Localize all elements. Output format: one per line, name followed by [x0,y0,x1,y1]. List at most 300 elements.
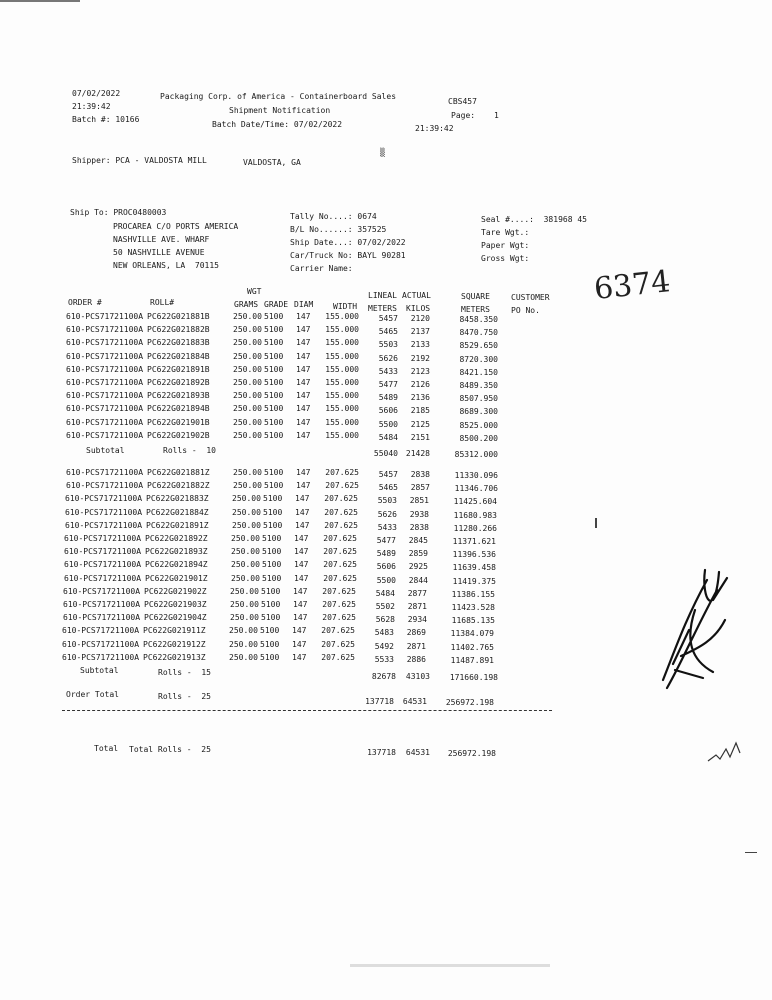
cell-diam: 147 [296,417,311,427]
cell-actual-kilos: 2845 [408,536,428,545]
table-row [0,338,772,351]
cell-grams: 250.00 [233,404,262,414]
cell-width: 155.000 [325,378,359,387]
shipper-label: Shipper: PCA - VALDOSTA MILL [72,156,207,165]
cell-order: 610-PCS71721100A [66,364,144,374]
col-square-meters: METERS [461,305,490,314]
grand-total-rolls: Total Rolls - 25 [129,745,211,754]
group2-subtotal-label: Subtotal [80,666,119,675]
table-row [0,378,772,391]
cell-order: 610-PCS71721100A [63,586,141,596]
cell-actual-kilos: 2871 [406,641,426,651]
paper-weight: Paper Wgt: [481,241,530,250]
cell-grade: 5100 [260,652,280,662]
bottom-scan-shadow [350,964,550,967]
cell-square-meters: 11423.528 [451,603,495,612]
cell-actual-kilos: 2859 [408,549,428,559]
group2-sqm-total: 171660.198 [449,673,498,682]
cell-roll: PC622G021891Z [146,520,209,530]
cell-actual-kilos: 2938 [409,509,429,519]
table-row [0,365,772,378]
cell-width: 207.625 [322,600,356,609]
cell-grams: 250.00 [233,417,262,427]
ship-date: Ship Date...: 07/02/2022 [290,238,406,247]
cell-square-meters: 11346.706 [454,484,498,494]
company-name: Packaging Corp. of America - Containerboard Sales [160,92,397,101]
cell-diam: 147 [296,338,311,348]
group1-rolls-count: Rolls - 10 [163,446,216,455]
cell-grams: 250.00 [233,468,262,477]
cell-order: 610-PCS71721100A [62,626,140,636]
cell-actual-kilos: 2185 [410,406,430,416]
cell-grade: 5100 [264,364,284,374]
cell-diam: 147 [292,639,307,649]
cell-grade: 5100 [261,613,281,623]
cell-actual-kilos: 2151 [410,432,430,442]
handwritten-signature [655,560,735,700]
cell-width: 155.000 [325,312,359,321]
cell-diam: 147 [292,652,307,662]
cell-grade: 5100 [263,507,283,517]
cell-grade: 5100 [264,312,284,321]
report-date: 07/02/2022 [72,89,121,98]
gross-weight: Gross Wgt: [481,254,530,263]
cell-square-meters: 11685.135 [451,616,495,626]
cell-grams: 250.00 [233,351,262,361]
report-time: 21:39:42 [72,102,111,111]
cell-width: 155.000 [325,430,359,440]
cell-width: 207.625 [324,507,358,517]
cell-actual-kilos: 2137 [410,327,430,337]
table-row [0,508,772,521]
cell-lineal-meters: 5484 [375,588,395,598]
cell-actual-kilos: 2851 [409,496,429,506]
cell-square-meters: 11487.891 [450,655,494,665]
cell-lineal-meters: 5484 [378,432,398,442]
col-meters: METERS [368,304,397,313]
cell-grade: 5100 [264,351,284,361]
cell-lineal-meters: 5477 [376,536,396,545]
cell-diam: 147 [296,468,311,477]
cell-roll: PC622G021901B [147,417,210,427]
cell-grade: 5100 [260,639,280,649]
batch-datetime: Batch Date/Time: 07/02/2022 [212,120,343,129]
cell-lineal-meters: 5457 [378,314,398,323]
cell-roll: PC622G021892Z [145,534,208,543]
col-lineal: LINEAL [368,291,397,300]
cell-diam: 147 [294,534,309,543]
order-total-label: Order Total [66,690,119,699]
cell-square-meters: 8720.300 [459,354,498,364]
col-wgt: WGT [247,287,262,296]
cell-roll: PC622G021881Z [147,468,210,477]
cell-grams: 250.00 [230,600,259,609]
group2-kilos-total: 43103 [405,672,430,681]
cell-roll: PC622G021893Z [145,547,208,557]
cell-width: 155.000 [325,338,359,348]
cell-grade: 5100 [264,325,284,335]
cell-lineal-meters: 5533 [374,654,394,664]
cell-lineal-meters: 5628 [375,615,395,625]
cell-roll: PC622G021904Z [144,613,207,623]
cell-diam: 147 [293,586,308,596]
table-row [0,521,772,534]
cell-lineal-meters: 5606 [378,406,398,416]
col-grams: GRAMS [234,300,259,309]
document-title: Shipment Notification [229,106,331,115]
cell-roll: PC622G021901Z [145,573,208,583]
cell-order: 610-PCS71721100A [65,520,143,530]
cell-lineal-meters: 5500 [378,419,398,429]
cell-diam: 147 [296,351,311,361]
order-total-kilos: 64531 [402,697,427,706]
cell-grams: 250.00 [229,639,258,649]
cell-lineal-meters: 5483 [374,628,394,638]
cell-roll: PC622G021892B [147,378,210,387]
cell-order: 610-PCS71721100A [63,600,141,609]
group1-sqm-total: 85312.000 [454,450,498,459]
cell-grade: 5100 [264,481,284,491]
cell-grams: 250.00 [233,481,262,491]
cell-actual-kilos: 2857 [410,483,430,493]
cell-grams: 250.00 [231,547,260,557]
cell-roll: PC622G021913Z [143,652,206,662]
cell-actual-kilos: 2934 [407,615,427,625]
cell-actual-kilos: 2123 [410,366,430,376]
batch-number: Batch #: 10166 [72,115,140,124]
cell-lineal-meters: 5492 [374,641,394,651]
cell-diam: 147 [296,325,311,335]
cell-roll: PC622G021893B [147,391,210,401]
cell-roll: PC622G021894Z [145,560,208,570]
cell-roll: PC622G021912Z [143,639,206,649]
cell-lineal-meters: 5502 [375,602,395,611]
col-customer: CUSTOMER [511,293,550,302]
handwritten-note: 6374 [592,264,672,307]
group1-meters-total: 55040 [373,449,398,458]
group1-subtotal-label: Subtotal [86,446,125,455]
cell-grade: 5100 [264,417,284,427]
cell-lineal-meters: 5503 [377,496,397,506]
cell-lineal-meters: 5477 [378,380,398,389]
cell-actual-kilos: 2925 [408,562,428,572]
cell-grams: 250.00 [233,378,262,387]
cell-roll: PC622G021902B [147,430,210,440]
cell-square-meters: 11384.079 [450,629,494,639]
table-row [0,391,772,404]
cell-square-meters: 8489.350 [459,381,498,390]
table-row [0,325,772,338]
cell-grams: 250.00 [233,364,262,374]
cell-grade: 5100 [264,468,284,477]
cell-diam: 147 [296,378,311,387]
cell-diam: 147 [292,626,307,636]
cell-width: 207.625 [323,534,357,543]
cell-width: 207.625 [325,468,359,477]
tare-weight: Tare Wgt.: [481,228,530,237]
cell-actual-kilos: 2844 [408,575,428,585]
cell-grade: 5100 [264,338,284,348]
cell-actual-kilos: 2877 [407,588,427,598]
grand-total-meters: 137718 [367,748,396,757]
cell-order: 610-PCS71721100A [65,507,143,517]
ship-to-line-1: PROCAREA C/O PORTS AMERICA [113,222,239,231]
cell-diam: 147 [296,404,311,414]
cell-order: 610-PCS71721100A [66,378,144,387]
cell-actual-kilos: 2869 [406,628,426,638]
table-row [0,404,772,417]
cell-lineal-meters: 5489 [376,549,396,559]
group1-kilos-total: 21428 [405,449,430,458]
cell-grams: 250.00 [233,430,262,440]
cell-square-meters: 8525.000 [459,420,498,430]
scan-edge-mark [0,0,80,2]
cell-order: 610-PCS71721100A [66,391,144,401]
cell-width: 155.000 [325,404,359,414]
cell-roll: PC622G021884Z [146,507,209,517]
cell-actual-kilos: 2120 [410,314,430,323]
carrier-name: Carrier Name: [290,264,353,273]
cell-grade: 5100 [260,626,280,636]
scan-speck: ▒ [380,148,385,157]
seal-number: Seal #....: 381968 45 [481,215,587,224]
ship-to-line-2: NASHVILLE AVE. WHARF [113,235,210,244]
cell-grade: 5100 [264,391,284,401]
cell-grams: 250.00 [231,573,260,583]
col-diam: DIAM [294,300,314,309]
cell-order: 610-PCS71721100A [63,613,141,623]
cell-actual-kilos: 2871 [407,602,427,611]
cell-diam: 147 [295,494,310,504]
cell-lineal-meters: 5433 [377,522,397,532]
order-total-rolls: Rolls - 25 [158,692,211,701]
cell-grams: 250.00 [229,626,258,636]
cell-order: 610-PCS71721100A [62,652,140,662]
car-truck-number: Car/Truck No: BAYL 90281 [290,251,406,260]
col-width: WIDTH [333,302,358,311]
cell-grade: 5100 [262,547,282,557]
cell-square-meters: 11419.375 [452,576,496,586]
cell-width: 207.625 [323,560,357,570]
cell-width: 207.625 [324,494,358,504]
cell-width: 155.000 [325,351,359,361]
cell-lineal-meters: 5465 [378,483,398,493]
cell-grams: 250.00 [231,534,260,543]
cell-grade: 5100 [264,378,284,387]
cell-roll: PC622G021881B [147,312,210,321]
cell-diam: 147 [294,560,309,570]
cell-width: 155.000 [325,364,359,374]
cell-diam: 147 [296,481,311,491]
cell-order: 610-PCS71721100A [66,351,144,361]
cell-actual-kilos: 2838 [409,522,429,532]
col-roll: ROLL# [150,298,175,307]
cell-grade: 5100 [264,430,284,440]
cell-lineal-meters: 5433 [378,366,398,376]
cell-roll: PC622G021883Z [146,494,209,504]
cell-order: 610-PCS71721100A [66,468,144,477]
col-grade: GRADE [264,300,289,309]
cell-grade: 5100 [263,494,283,504]
col-actual: ACTUAL [402,291,431,300]
cell-lineal-meters: 5465 [378,327,398,337]
cell-width: 155.000 [325,417,359,427]
cell-grams: 250.00 [232,494,261,504]
cell-actual-kilos: 2192 [410,353,430,363]
cell-diam: 147 [295,507,310,517]
cell-square-meters: 11680.983 [453,510,497,520]
cell-grams: 250.00 [230,613,259,623]
cell-roll: PC622G021902Z [144,586,207,596]
cell-width: 207.625 [323,547,357,557]
cell-grade: 5100 [261,586,281,596]
cell-roll: PC622G021883B [147,338,210,348]
cell-grade: 5100 [261,600,281,609]
cell-lineal-meters: 5500 [376,575,396,585]
cell-grade: 5100 [263,520,283,530]
cell-lineal-meters: 5489 [378,393,398,403]
cell-square-meters: 8458.350 [459,315,498,324]
table-row [0,481,772,494]
cell-grade: 5100 [262,573,282,583]
cell-square-meters: 11402.765 [450,642,494,652]
page-number: 1 [494,111,499,120]
cell-grams: 250.00 [233,391,262,401]
cell-roll: PC622G021891B [147,364,210,374]
cell-diam: 147 [296,364,311,374]
cell-square-meters: 11280.266 [453,523,497,533]
cell-width: 207.625 [321,639,355,649]
cell-lineal-meters: 5503 [378,340,398,350]
cell-diam: 147 [293,613,308,623]
cell-width: 207.625 [322,613,356,623]
cell-order: 610-PCS71721100A [66,430,144,440]
cell-actual-kilos: 2133 [410,340,430,350]
cell-grams: 250.00 [233,325,262,335]
document-code: CBS457 [448,97,477,106]
table-row [0,494,772,507]
margin-tick [595,518,597,528]
cell-grams: 250.00 [231,560,260,570]
cell-square-meters: 11425.604 [453,497,497,507]
cell-square-meters: 11396.536 [452,550,496,560]
cell-square-meters: 11639.458 [452,563,496,573]
cell-width: 155.000 [325,391,359,401]
cell-square-meters: 8507.950 [459,394,498,404]
cell-order: 610-PCS71721100A [66,325,144,335]
page-label: Page: [451,111,476,120]
cell-square-meters: 11371.621 [452,537,496,546]
shipper-location: VALDOSTA, GA [243,158,301,167]
cell-order: 610-PCS71721100A [64,547,142,557]
batch-time: 21:39:42 [415,124,454,133]
cell-order: 610-PCS71721100A [66,404,144,414]
cell-order: 610-PCS71721100A [66,481,144,491]
cell-grade: 5100 [262,560,282,570]
cell-grade: 5100 [262,534,282,543]
cell-actual-kilos: 2126 [410,380,430,389]
cell-grams: 250.00 [232,520,261,530]
cell-roll: PC622G021911Z [143,626,206,636]
cell-lineal-meters: 5626 [377,509,397,519]
table-row [0,468,772,481]
cell-width: 207.625 [322,586,356,596]
margin-scribble [706,737,746,765]
cell-grams: 250.00 [232,507,261,517]
cell-diam: 147 [296,391,311,401]
cell-square-meters: 8529.650 [459,341,498,351]
cell-actual-kilos: 2136 [410,393,430,403]
cell-width: 207.625 [324,520,358,530]
cell-roll: PC622G021894B [147,404,210,414]
right-edge-tick [745,852,757,853]
table-row [0,352,772,365]
cell-actual-kilos: 2125 [410,419,430,429]
bl-number: B/L No......: 357525 [290,225,387,234]
cell-order: 610-PCS71721100A [62,639,140,649]
col-po: PO No. [511,306,540,315]
cell-order: 610-PCS71721100A [64,560,142,570]
cell-width: 207.625 [321,652,355,662]
cell-order: 610-PCS71721100A [66,312,144,321]
grand-total-label: Total [94,744,119,753]
cell-grams: 250.00 [233,312,262,321]
total-divider-line [62,710,552,711]
cell-roll: PC622G021903Z [144,600,207,609]
tally-number: Tally No....: 0674 [290,212,377,221]
cell-roll: PC622G021884B [147,351,210,361]
cell-width: 207.625 [325,481,359,491]
cell-diam: 147 [294,573,309,583]
grand-total-kilos: 64531 [405,748,430,757]
table-row [0,534,772,547]
cell-square-meters: 11330.096 [454,471,498,480]
cell-square-meters: 8689.300 [459,407,498,417]
order-total-sqm: 256972.198 [445,698,494,707]
group2-meters-total: 82678 [371,672,396,681]
cell-grams: 250.00 [230,586,259,596]
cell-diam: 147 [293,600,308,609]
cell-diam: 147 [294,547,309,557]
order-total-meters: 137718 [365,697,394,706]
cell-diam: 147 [296,312,311,321]
cell-width: 155.000 [325,325,359,335]
cell-diam: 147 [296,430,311,440]
cell-order: 610-PCS71721100A [64,534,142,543]
table-row [0,547,772,560]
cell-roll: PC622G021882B [147,325,210,335]
cell-lineal-meters: 5626 [378,353,398,363]
table-row [0,431,772,444]
cell-square-meters: 8421.150 [459,367,498,377]
cell-grams: 250.00 [229,652,258,662]
cell-diam: 147 [295,520,310,530]
col-order: ORDER # [68,298,102,307]
cell-order: 610-PCS71721100A [66,338,144,348]
cell-roll: PC622G021882Z [147,481,210,491]
ship-to-line-4: NEW ORLEANS, LA 70115 [113,261,219,270]
cell-actual-kilos: 2838 [410,470,430,479]
table-row [0,312,772,325]
cell-lineal-meters: 5457 [378,470,398,479]
cell-square-meters: 8500.200 [459,433,498,443]
cell-square-meters: 8470.750 [459,328,498,338]
cell-width: 207.625 [321,626,355,636]
grand-total-sqm: 256972.198 [447,749,496,758]
cell-order: 610-PCS71721100A [65,494,143,504]
cell-width: 207.625 [323,573,357,583]
cell-grade: 5100 [264,404,284,414]
